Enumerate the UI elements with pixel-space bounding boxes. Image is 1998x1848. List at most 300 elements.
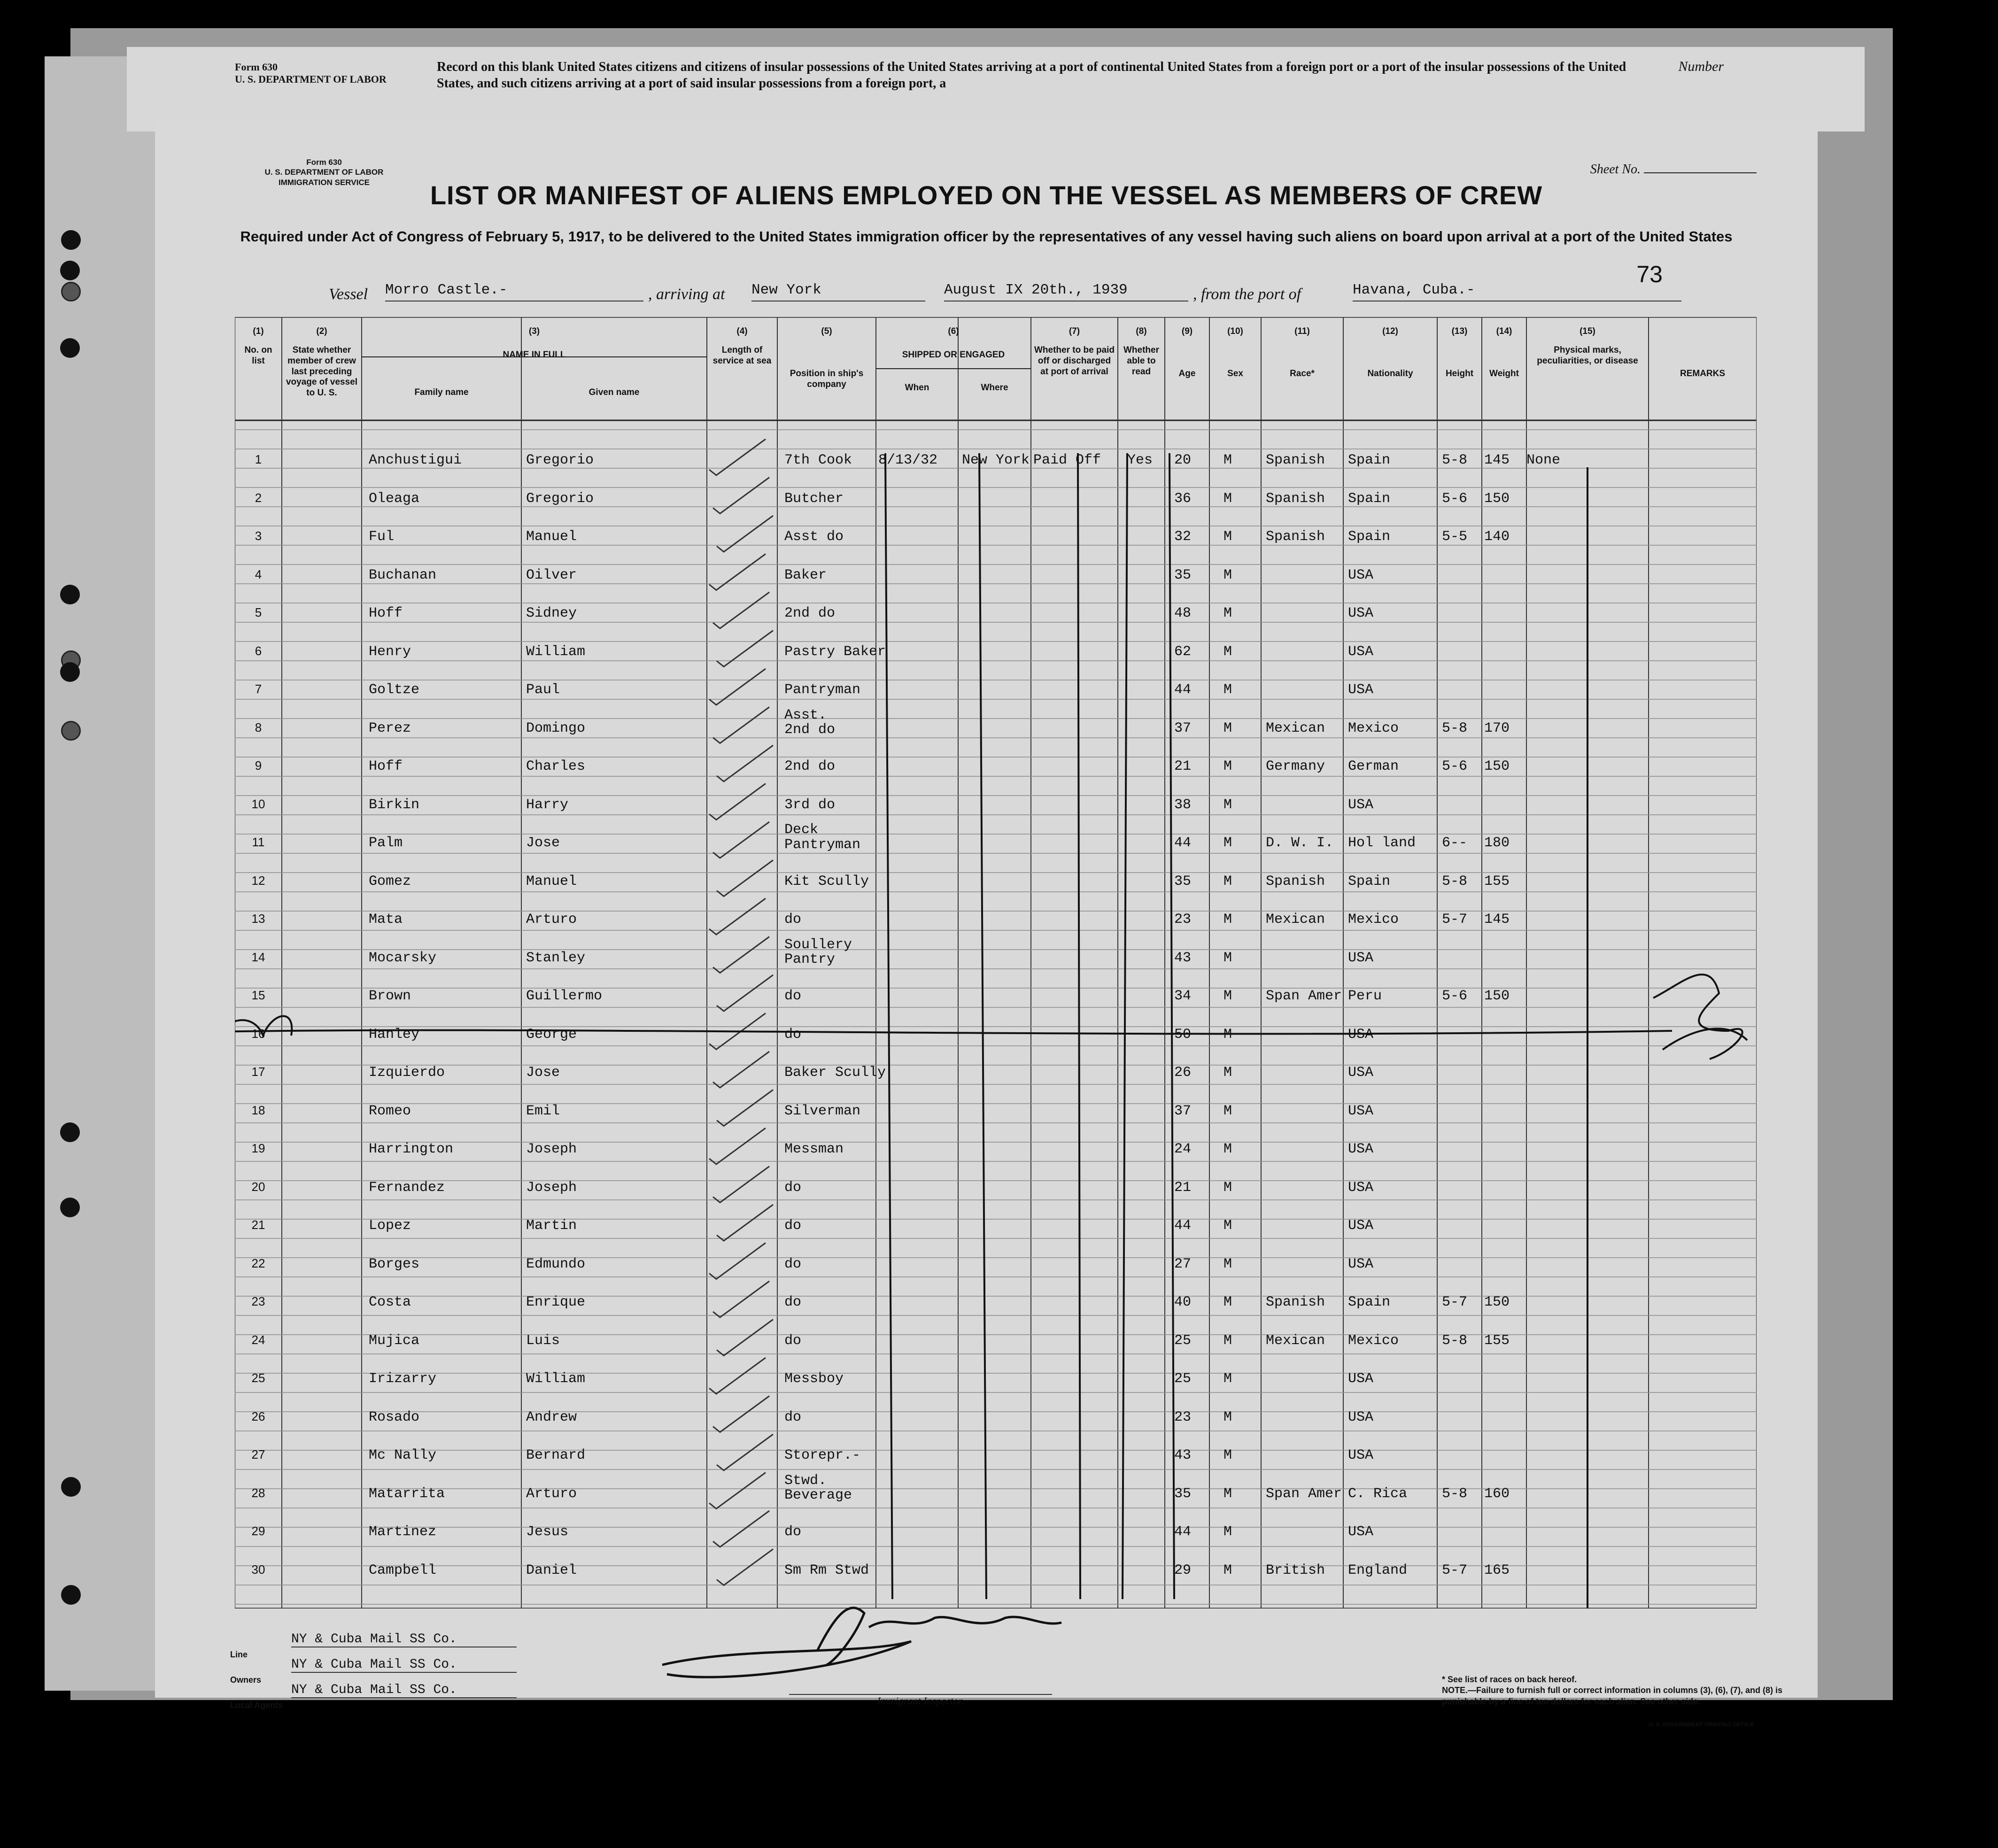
cell-height: 5-7 <box>1442 1294 1468 1310</box>
cell-height: 5-8 <box>1442 720 1468 736</box>
cell-given: Manuel <box>526 529 577 545</box>
cell-position: do <box>784 1179 802 1196</box>
cell-given: Harry <box>526 796 569 813</box>
col-header-read: Whether able to read <box>1123 345 1159 377</box>
cell-nat: USA <box>1348 1179 1374 1196</box>
col-header-age: Age <box>1178 369 1196 379</box>
from-port: Havana, Cuba.- <box>1353 282 1681 302</box>
check-mark <box>713 1281 769 1317</box>
cell-age: 44 <box>1174 1524 1192 1540</box>
cell-family: Rosado <box>369 1409 420 1425</box>
page-title: LIST OR MANIFEST OF ALIENS EMPLOYED ON THE VESSEL AS MEMBERS OF CREW <box>430 180 1543 210</box>
cell-paid: Paid Off <box>1033 452 1101 468</box>
cell-given: Emil <box>526 1103 560 1119</box>
cell-family: Mata <box>369 912 403 928</box>
cell-height: 5-8 <box>1442 1332 1468 1349</box>
cell-age: 40 <box>1174 1294 1192 1310</box>
cell-nat: USA <box>1348 950 1374 966</box>
cell-sex: M <box>1224 1103 1232 1119</box>
cell-given: William <box>526 643 586 660</box>
cell-given: Andrew <box>526 1409 577 1425</box>
col-number: (5) <box>821 326 832 336</box>
cell-age: 44 <box>1174 682 1192 698</box>
check-mark <box>717 1090 773 1126</box>
cell-height: 5-7 <box>1442 912 1468 928</box>
cell-no: 8 <box>255 720 262 735</box>
cell-no: 6 <box>255 643 262 658</box>
col-header-sex: Sex <box>1227 369 1243 379</box>
cell-position: Asst do <box>784 529 844 545</box>
cell-sex: M <box>1224 1141 1232 1157</box>
cell-sex: M <box>1224 758 1232 774</box>
cell-position: Asst. 2nd do <box>784 707 836 738</box>
cell-height: 5-6 <box>1442 758 1468 774</box>
cell-age: 20 <box>1174 452 1192 468</box>
punch-hole <box>60 261 80 280</box>
col-number: (6) <box>948 326 959 336</box>
cell-sex: M <box>1224 643 1232 660</box>
cell-given: Martin <box>526 1218 577 1234</box>
cell-age: 43 <box>1174 1447 1192 1463</box>
cell-sex: M <box>1224 1332 1232 1349</box>
punch-hole <box>61 1477 81 1497</box>
cell-given: Joseph <box>526 1179 577 1196</box>
check-mark <box>713 478 769 514</box>
col-header-length: Length of service at sea <box>712 345 772 366</box>
cell-no: 1 <box>255 452 262 466</box>
punch-hole <box>61 721 81 741</box>
check-mark <box>713 937 769 973</box>
cell-given: William <box>526 1371 586 1387</box>
cell-age: 27 <box>1174 1256 1192 1272</box>
cell-given: Stanley <box>526 950 586 966</box>
cell-family: Henry <box>369 643 411 660</box>
check-mark <box>717 1549 773 1585</box>
cell-nat: Hol land <box>1348 835 1416 851</box>
cell-sex: M <box>1224 1218 1232 1234</box>
cell-age: 21 <box>1174 758 1192 774</box>
cell-family: Harrington <box>369 1141 454 1157</box>
check-mark <box>713 1052 769 1088</box>
cell-age: 35 <box>1174 567 1192 583</box>
cell-sex: M <box>1224 567 1232 583</box>
cell-sex: M <box>1224 1294 1232 1310</box>
cell-race: Spanish <box>1266 452 1325 468</box>
cell-age: 26 <box>1174 1065 1192 1081</box>
cell-height: 5-8 <box>1442 1485 1468 1502</box>
cell-no: 27 <box>251 1447 265 1461</box>
cell-family: Oleaga <box>369 490 420 507</box>
cell-age: 62 <box>1174 643 1192 660</box>
inspector-signature <box>648 1585 1118 1698</box>
cell-position: do <box>784 1524 802 1540</box>
col-number: (7) <box>1069 326 1080 336</box>
cell-nat: USA <box>1348 1371 1374 1387</box>
col-number: (11) <box>1294 326 1310 336</box>
cell-given: Manuel <box>526 873 577 889</box>
cell-sex: M <box>1224 1065 1232 1081</box>
cell-no: 23 <box>251 1294 265 1308</box>
punch-hole <box>60 585 80 604</box>
cell-position: do <box>784 1256 802 1272</box>
cell-sex: M <box>1224 605 1232 621</box>
cell-family: Matarrita <box>369 1485 445 1502</box>
cell-height: 5-8 <box>1442 873 1468 889</box>
cell-nat: Spain <box>1348 490 1391 507</box>
cell-family: Izquierdo <box>369 1065 445 1081</box>
agents-value: NY & Cuba Mail SS Co. <box>291 1683 517 1698</box>
cell-position: do <box>784 1294 802 1310</box>
col-number: (15) <box>1580 326 1595 336</box>
cell-nat: USA <box>1348 1256 1374 1272</box>
cell-race: D. W. I. <box>1266 835 1334 851</box>
cell-age: 48 <box>1174 605 1192 621</box>
cell-when: 8/13/32 <box>878 452 938 468</box>
check-mark <box>713 1511 769 1547</box>
cell-family: Lopez <box>369 1218 411 1234</box>
cell-age: 37 <box>1174 1103 1192 1119</box>
cell-no: 12 <box>251 873 265 888</box>
cell-position: 2nd do <box>784 605 836 621</box>
cell-position: Storepr.- <box>784 1447 861 1463</box>
cell-height: 5-7 <box>1442 1562 1468 1578</box>
col-header-name: NAME IN FULL <box>503 350 566 360</box>
underlying-number-label: Number <box>1678 59 1724 74</box>
col-header-shipped: SHIPPED OR ENGAGED <box>902 350 1005 360</box>
cell-no: 15 <box>251 988 265 1002</box>
cell-position: 7th Cook <box>784 452 852 468</box>
table-rules <box>235 317 1757 1608</box>
cell-height: 5-8 <box>1442 452 1468 468</box>
line-value: NY & Cuba Mail SS Co. <box>291 1632 517 1647</box>
cell-position: do <box>784 1026 802 1043</box>
cell-given: Enrique <box>526 1294 586 1310</box>
cell-position: do <box>784 988 802 1004</box>
arrival-date: August IX 20th., 1939 <box>944 282 1188 302</box>
cell-family: Birkin <box>369 796 420 813</box>
cell-family: Romeo <box>369 1103 411 1119</box>
cell-no: 16 <box>251 1026 265 1041</box>
check-mark <box>713 592 769 628</box>
cell-weight: 155 <box>1484 1332 1510 1349</box>
cell-age: 37 <box>1174 720 1192 736</box>
col-header-no: No. on list <box>244 345 272 366</box>
cell-race: Mexican <box>1266 720 1325 736</box>
cell-nat: USA <box>1348 682 1374 698</box>
cell-read: Yes <box>1127 452 1153 468</box>
cell-position: do <box>784 1332 802 1349</box>
punch-hole <box>61 1585 81 1605</box>
arrival-port: New York <box>751 282 925 302</box>
cell-position: Kit Scully <box>784 873 869 889</box>
col-number: (2) <box>316 326 327 336</box>
cell-nat: England <box>1348 1562 1408 1578</box>
page-subtitle: Required under Act of Congress of February 5, 1917, to be delivered to the United States immigration officer by the representatives of any vessel having such aliens on board upon arrival at a port of the United States <box>240 228 1733 245</box>
cell-race: Spanish <box>1266 529 1325 545</box>
cell-age: 44 <box>1174 1218 1192 1234</box>
cell-given: Jose <box>526 1065 560 1081</box>
cell-height: 5-6 <box>1442 490 1468 507</box>
cell-sex: M <box>1224 1371 1232 1387</box>
cell-age: 43 <box>1174 950 1192 966</box>
cell-position: Sm Rm Stwd <box>784 1562 869 1578</box>
col-header-paid: Whether to be paid off or discharged at port of arrival <box>1034 345 1115 377</box>
cell-given: Sidney <box>526 605 577 621</box>
cell-given: Guillermo <box>526 988 603 1004</box>
col-number: (8) <box>1136 326 1147 336</box>
cell-family: Fernandez <box>369 1179 445 1196</box>
cell-family: Anchustigui <box>369 452 462 468</box>
cell-nat: USA <box>1348 643 1374 660</box>
punch-hole <box>60 662 80 682</box>
cell-nat: USA <box>1348 1447 1374 1463</box>
cell-nat: Mexico <box>1348 912 1399 928</box>
check-mark <box>717 860 773 897</box>
cell-age: 25 <box>1174 1371 1192 1387</box>
cell-sex: M <box>1224 912 1232 928</box>
cell-family: Borges <box>369 1256 420 1272</box>
strike-through-line <box>235 1030 1672 1034</box>
cell-height: 5-5 <box>1442 529 1468 545</box>
footnote: * See list of races on back hereof. NOTE.—Failure to furnish full or correct information in columns (3), (6), (7), and (8) is punishable by a fine of ten dollars for each alien. See other side. <box>1442 1675 1783 1706</box>
crew-table <box>235 317 1757 1608</box>
cell-sex: M <box>1224 1026 1232 1043</box>
cell-weight: 160 <box>1484 1485 1510 1502</box>
punch-hole <box>61 230 81 250</box>
check-mark <box>709 1128 766 1164</box>
col-number: (9) <box>1181 326 1193 336</box>
cell-family: Irizarry <box>369 1371 437 1387</box>
cell-nat: USA <box>1348 1409 1374 1425</box>
cell-given: Gregorio <box>526 452 594 468</box>
cell-family: Ful <box>369 529 395 545</box>
cell-nat: USA <box>1348 1026 1374 1043</box>
cell-family: Mujica <box>369 1332 420 1349</box>
cell-age: 23 <box>1174 1409 1192 1425</box>
left-binding-strip <box>45 56 162 1691</box>
cell-weight: 150 <box>1484 1294 1510 1310</box>
cell-family: Goltze <box>369 682 420 698</box>
cell-age: 24 <box>1174 1141 1192 1157</box>
form-label: Form 630 U. S. DEPARTMENT OF LABOR IMMIGRATION SERVICE <box>264 158 384 187</box>
check-mark <box>713 1396 769 1432</box>
col-header-given: Given name <box>589 387 640 397</box>
cell-sex: M <box>1224 1562 1232 1578</box>
cell-given: Domingo <box>526 720 586 736</box>
check-mark <box>717 516 773 552</box>
col-header-height: Height <box>1445 369 1474 379</box>
cell-given: Edmundo <box>526 1256 586 1272</box>
cell-position: Pastry Baker <box>784 643 886 660</box>
cell-family: Hoff <box>369 758 403 774</box>
cell-position: Soullery Pantry <box>784 936 852 967</box>
punch-hole <box>60 1122 80 1142</box>
cell-family: Hanley <box>369 1026 420 1043</box>
col-header-family: Family name <box>414 387 469 397</box>
cell-family: Hoff <box>369 605 403 621</box>
col-header-physical: Physical marks, peculiarities, or disease <box>1537 345 1638 366</box>
cell-sex: M <box>1224 682 1232 698</box>
cell-weight: 150 <box>1484 988 1510 1004</box>
col-number: (12) <box>1382 326 1398 336</box>
cell-age: 36 <box>1174 490 1192 507</box>
col-header-remarks: REMARKS <box>1680 369 1726 379</box>
cell-sex: M <box>1224 950 1232 966</box>
cell-age: 35 <box>1174 1485 1192 1502</box>
cell-family: Campbell <box>369 1562 437 1578</box>
cell-no: 20 <box>251 1179 265 1194</box>
check-mark <box>717 1205 773 1241</box>
cell-given: Gregorio <box>526 490 594 507</box>
cell-no: 2 <box>255 490 262 505</box>
col-header-where: Where <box>981 383 1008 393</box>
cell-sex: M <box>1224 1485 1232 1502</box>
inspector-label: Immigrant Inspector. <box>789 1694 1052 1707</box>
cell-position: do <box>784 912 802 928</box>
cell-given: Charles <box>526 758 586 774</box>
cell-no: 14 <box>251 950 265 964</box>
check-mark <box>709 554 766 590</box>
cell-no: 30 <box>251 1562 265 1577</box>
cell-sex: M <box>1224 1447 1232 1463</box>
cell-position: Butcher <box>784 490 844 507</box>
owners-value: NY & Cuba Mail SS Co. <box>291 1657 517 1673</box>
cell-sex: M <box>1224 529 1232 545</box>
cell-sex: M <box>1224 873 1232 889</box>
sheet-number-label: Sheet No. <box>1590 162 1641 177</box>
agents-label: Local Agents <box>230 1701 283 1710</box>
cell-age: 44 <box>1174 835 1192 851</box>
cell-no: 24 <box>251 1332 265 1347</box>
cell-position: Deck Pantryman <box>784 822 861 853</box>
cell-weight: 150 <box>1484 758 1510 774</box>
cell-no: 22 <box>251 1256 265 1270</box>
check-mark <box>717 631 773 667</box>
cell-age: 38 <box>1174 796 1192 813</box>
cell-age: 29 <box>1174 1562 1192 1578</box>
cell-no: 19 <box>251 1141 265 1155</box>
cell-no: 13 <box>251 912 265 926</box>
cell-position: Messman <box>784 1141 844 1157</box>
cell-no: 3 <box>255 529 262 543</box>
from-port-label: , from the port of <box>1193 286 1301 303</box>
cell-no: 21 <box>251 1218 265 1232</box>
cell-family: Buchanan <box>369 567 437 583</box>
cell-nat: Mexico <box>1348 1332 1399 1349</box>
cell-weight: 140 <box>1484 529 1510 545</box>
punch-hole <box>60 338 80 358</box>
cell-nat: USA <box>1348 1218 1374 1234</box>
cell-given: Joseph <box>526 1141 577 1157</box>
cell-race: Spanish <box>1266 1294 1325 1310</box>
punch-hole <box>61 282 81 302</box>
vessel-label: Vessel <box>329 286 368 303</box>
punch-hole <box>60 1198 80 1217</box>
cell-position: Pantryman <box>784 682 861 698</box>
col-number: (3) <box>528 326 540 336</box>
cell-given: George <box>526 1026 577 1043</box>
cell-family: Perez <box>369 720 411 736</box>
cell-given: Luis <box>526 1332 560 1349</box>
cell-family: Gomez <box>369 873 411 889</box>
check-mark <box>709 1473 766 1509</box>
cell-nat: USA <box>1348 1524 1374 1540</box>
cell-family: Mocarsky <box>369 950 437 966</box>
printer-mark: U. S. GOVERNMENT PRINTING OFFICE <box>1649 1721 1754 1728</box>
check-mark <box>717 975 773 1011</box>
cell-no: 4 <box>255 567 262 581</box>
cell-race: Spanish <box>1266 490 1325 507</box>
col-header-position: Position in ship's company <box>790 369 864 389</box>
cell-race: British <box>1266 1562 1325 1578</box>
col-header-race: Race* <box>1290 369 1315 379</box>
cell-sex: M <box>1224 796 1232 813</box>
cell-nat: Mexico <box>1348 720 1399 736</box>
check-mark <box>709 784 766 820</box>
cell-marks: None <box>1526 452 1561 468</box>
cell-age: 23 <box>1174 912 1192 928</box>
cell-sex: M <box>1224 988 1232 1004</box>
cell-sex: M <box>1224 1256 1232 1272</box>
check-mark <box>713 822 769 858</box>
remarks-signature <box>1653 974 1747 1059</box>
page-number: 73 <box>1636 261 1663 287</box>
cell-no: 7 <box>255 682 262 696</box>
col-header-state: State whether member of crew last preceding voyage of vessel to U. S. <box>286 345 358 398</box>
cell-no: 29 <box>251 1524 265 1538</box>
col-number: (4) <box>736 326 748 336</box>
cell-height: 5-6 <box>1442 988 1468 1004</box>
cell-race: Mexican <box>1266 1332 1325 1349</box>
cell-given: Arturo <box>526 1485 577 1502</box>
cell-nat: USA <box>1348 1141 1374 1157</box>
cell-no: 10 <box>251 796 265 811</box>
cell-weight: 145 <box>1484 912 1510 928</box>
cell-family: Palm <box>369 835 403 851</box>
cell-race: Mexican <box>1266 912 1325 928</box>
cell-nat: USA <box>1348 1065 1374 1081</box>
cell-sex: M <box>1224 835 1232 851</box>
cell-position: Silverman <box>784 1103 861 1119</box>
check-mark <box>717 1320 773 1356</box>
cell-age: 32 <box>1174 529 1192 545</box>
cell-weight: 180 <box>1484 835 1510 851</box>
cell-no: 18 <box>251 1103 265 1117</box>
cell-age: 35 <box>1174 873 1192 889</box>
cell-given: Daniel <box>526 1562 577 1578</box>
cell-position: do <box>784 1218 802 1234</box>
cell-no: 26 <box>251 1409 265 1423</box>
check-mark <box>709 439 766 475</box>
cell-nat: German <box>1348 758 1399 774</box>
cell-age: 50 <box>1174 1026 1192 1043</box>
check-mark <box>709 898 766 935</box>
cell-nat: Spain <box>1348 873 1391 889</box>
cell-family: Mc Nally <box>369 1447 437 1463</box>
cell-race: Spanish <box>1266 873 1325 889</box>
cell-no: 17 <box>251 1065 265 1079</box>
owners-label: Owners <box>230 1675 262 1685</box>
sheet-number <box>1590 162 1757 177</box>
cell-no: 11 <box>252 835 265 849</box>
underlying-form <box>127 47 1865 131</box>
cell-given: Paul <box>526 682 560 698</box>
cell-no: 9 <box>255 758 262 773</box>
col-header-when: When <box>905 383 929 393</box>
col-header-weight: Weight <box>1489 369 1519 379</box>
cell-given: Oilver <box>526 567 577 583</box>
cell-no: 5 <box>255 605 262 619</box>
